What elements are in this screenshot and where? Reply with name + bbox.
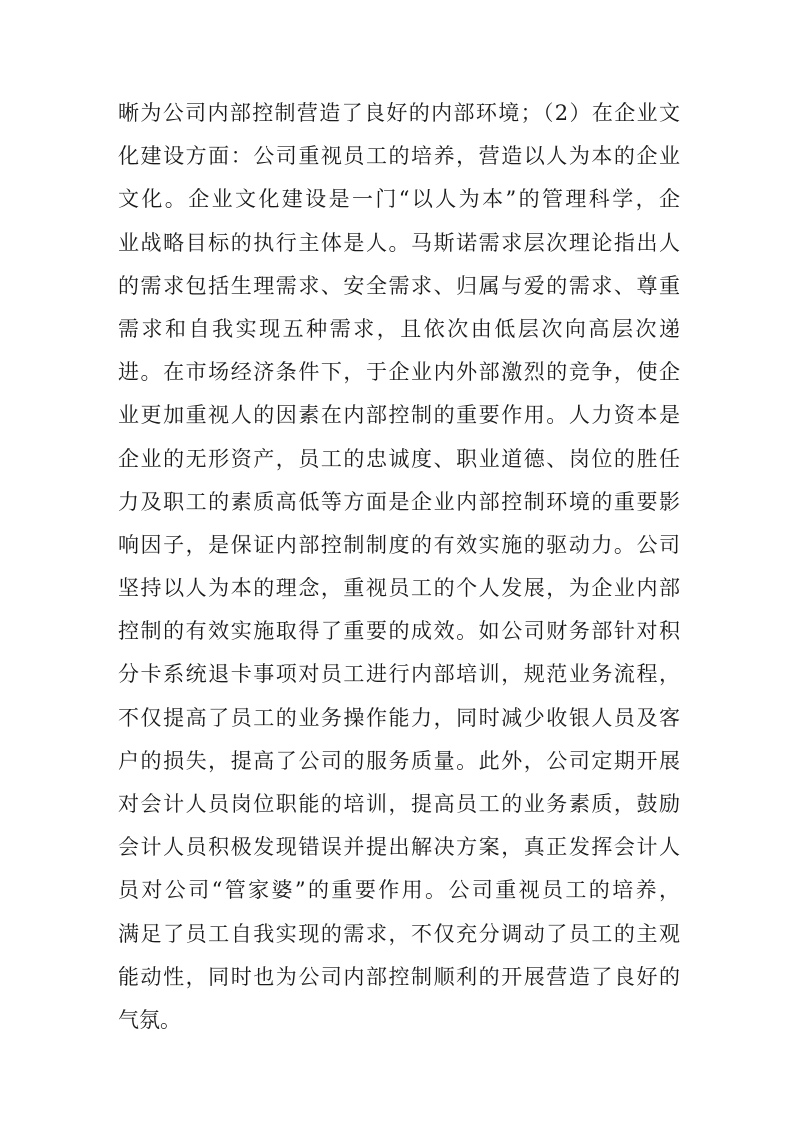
text-line-6: 需求和自我实现五种需求，且依次由低层次向高层次递 <box>118 316 680 341</box>
text-line-18: 会计人员积极发现错误并提出解决方案，真正发挥会计人 <box>118 835 680 860</box>
text-line-17: 对会计人员岗位职能的培训，提高员工的业务素质，鼓励 <box>118 792 680 816</box>
text-line-14: 分卡系统退卡事项对员工进行内部培训，规范业务流程， <box>118 662 680 687</box>
text-line-3: 文化。企业文化建设是一门“以人为本”的管理科学，企 <box>118 187 680 212</box>
text-line-8: 业更加重视人的因素在内部控制的重要作用。人力资本是 <box>118 403 680 428</box>
text-line-11: 响因子，是保证内部控制制度的有效实施的驱动力。公司 <box>118 532 680 557</box>
text-line-22: 气氛。 <box>118 1007 181 1032</box>
text-line-20: 满足了员工自我实现的需求，不仅充分调动了员工的主观 <box>118 921 680 946</box>
text-line-10: 力及职工的素质高低等方面是企业内部控制环境的重要影 <box>118 489 680 514</box>
text-line-9: 企业的无形资产，员工的忠诚度、职业道德、岗位的胜任 <box>118 446 680 471</box>
text-line-12: 坚持以人为本的理念，重视员工的个人发展，为企业内部 <box>118 576 680 601</box>
text-line-7: 进。在市场经济条件下，于企业内外部激烈的竞争，使企 <box>118 360 680 385</box>
text-line-5: 的需求包括生理需求、安全需求、归属与爱的需求、尊重 <box>118 273 680 298</box>
text-line-16: 户的损失，提高了公司的服务质量。此外，公司定期开展 <box>118 748 680 773</box>
text-line-21: 能动性，同时也为公司内部控制顺利的开展营造了良好的 <box>118 964 680 989</box>
text-line-2: 化建设方面：公司重视员工的培养，营造以人为本的企业 <box>118 144 680 169</box>
text-line-15: 不仅提高了员工的业务操作能力，同时减少收银人员及客 <box>118 705 680 730</box>
text-line-1: 晰为公司内部控制营造了良好的内部环境；（2）在企业文 <box>118 101 680 125</box>
text-line-13: 控制的有效实施取得了重要的成效。如公司财务部针对积 <box>118 619 680 644</box>
body-paragraph <box>118 92 680 1042</box>
text-line-19: 员对公司“管家婆”的重要作用。公司重视员工的培养， <box>118 878 680 903</box>
text-line-4: 业战略目标的执行主体是人。马斯诺需求层次理论指出人 <box>118 230 680 255</box>
